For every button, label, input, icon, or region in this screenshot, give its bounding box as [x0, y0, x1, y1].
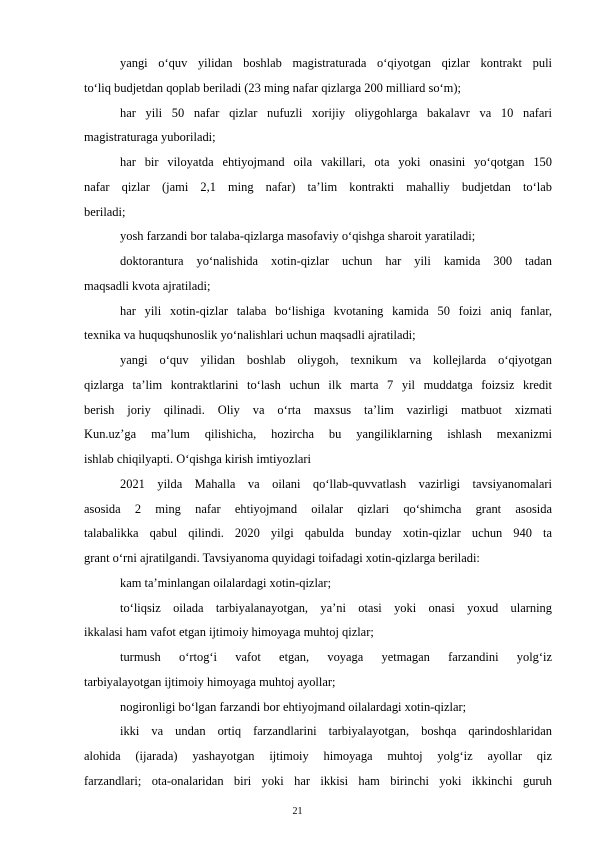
text-line: alohida (ijarada) yashayotgan ijtimoiy himoyaga muhtoj yolg‘iz ayollar qiz — [84, 749, 552, 763]
text-line: har bir viloyatda ehtiyojmand oila vakillari, ota yoki onasini yo‘qotgan 150 — [120, 155, 552, 169]
text-line: farzandlari; ota-onalaridan biri yoki har ikkisi ham birinchi yoki ikkinchi guruh — [84, 773, 552, 788]
text-line: yosh farzandi bor talaba-qizlarga masofaviy o‘qishga sharoit yaratiladi; — [120, 229, 476, 244]
text-line: kam ta’minlangan oilalardagi xotin-qizlar; — [120, 575, 332, 590]
text-line: magistraturaga yuboriladi; — [84, 130, 216, 145]
text-line: yangi o‘quv yilidan boshlab magistraturada o‘qiyotgan qizlar kontrakt puli — [120, 56, 552, 70]
text-line: maqsadli kvota ajratiladi; — [84, 278, 211, 293]
page-number: 21 — [292, 806, 303, 817]
text-line: har yili 50 nafar qizlar nufuzli xorijiy oliygohlarga bakalavr va 10 nafari — [120, 105, 552, 120]
text-line: ikkalasi ham vafot etgan ijtimoiy himoyaga muhtoj qizlar; — [84, 625, 374, 640]
text-line: ikki va undan ortiq farzandlarini tarbiyalayotgan, boshqa qarindoshlaridan — [120, 724, 552, 739]
text-line: 2021 yilda Mahalla va oilani qo‘llab-quvvatlash vazirligi tavsiyanomalari — [120, 476, 552, 491]
text-line: qizlarga ta’lim kontraktlarini to‘lash uchun ilk marta 7 yil muddatga foizsiz kredit — [84, 377, 552, 392]
text-line: berish joriy qilinadi. Oliy va o‘rta maxsus ta’lim vazirligi matbuot xizmati — [84, 402, 552, 417]
text-line: beriladi; — [84, 204, 126, 219]
text-line: to‘liq budjetdan qoplab beriladi (23 ming nafar qizlarga 200 milliard so‘m); — [84, 80, 461, 95]
text-line: tarbiyalayotgan ijtimoiy himoyaga muhtoj ayollar; — [84, 674, 336, 689]
text-line: har yili xotin-qizlar talaba bo‘lishiga kvotaning kamida 50 foizi aniq fanlar, — [120, 303, 552, 318]
text-line: grant o‘rni ajratilgandi. Tavsiyanoma quyidagi toifadagi xotin-qizlarga beriladi: — [84, 551, 480, 565]
text-line: Kun.uz’ga ma’lum qilishicha, hozircha bu yangiliklarning ishlash mexanizmi — [84, 427, 552, 442]
text-line: nogironligi bo‘lgan farzandi bor ehtiyojmand oilalardagi xotin-qizlar; — [120, 699, 467, 714]
text-line: turmush o‘rtog‘i vafot etgan, voyaga yetmagan farzandini yolg‘iz — [120, 650, 552, 664]
text-line: ishlab chiqilyapti. O‘qishga kirish imtiyozlari — [84, 452, 311, 466]
text-line: nafar qizlar (jami 2,1 ming nafar) ta’lim kontrakti mahalliy budjetdan to‘lab — [84, 179, 552, 194]
text-line: talabalikka qabul qilindi. 2020 yilgi qabulda bunday xotin-qizlar uchun 940 ta — [84, 526, 552, 541]
text-line: to‘liqsiz oilada tarbiyalanayotgan, ya’ni otasi yoki onasi yoxud ularning — [120, 600, 552, 615]
text-line: doktorantura yo‘nalishida xotin-qizlar uchun har yili kamida 300 tadan — [120, 254, 552, 268]
text-line: texnika va huquqshunoslik yo‘nalishlari uchun maqsadli ajratiladi; — [84, 328, 416, 343]
text-line: yangi o‘quv yilidan boshlab oliygoh, texnikum va kollejlarda o‘qiyotgan — [120, 353, 552, 367]
text-line: asosida 2 ming nafar ehtiyojmand oilalar qizlari qo‘shimcha grant asosida — [84, 501, 552, 516]
